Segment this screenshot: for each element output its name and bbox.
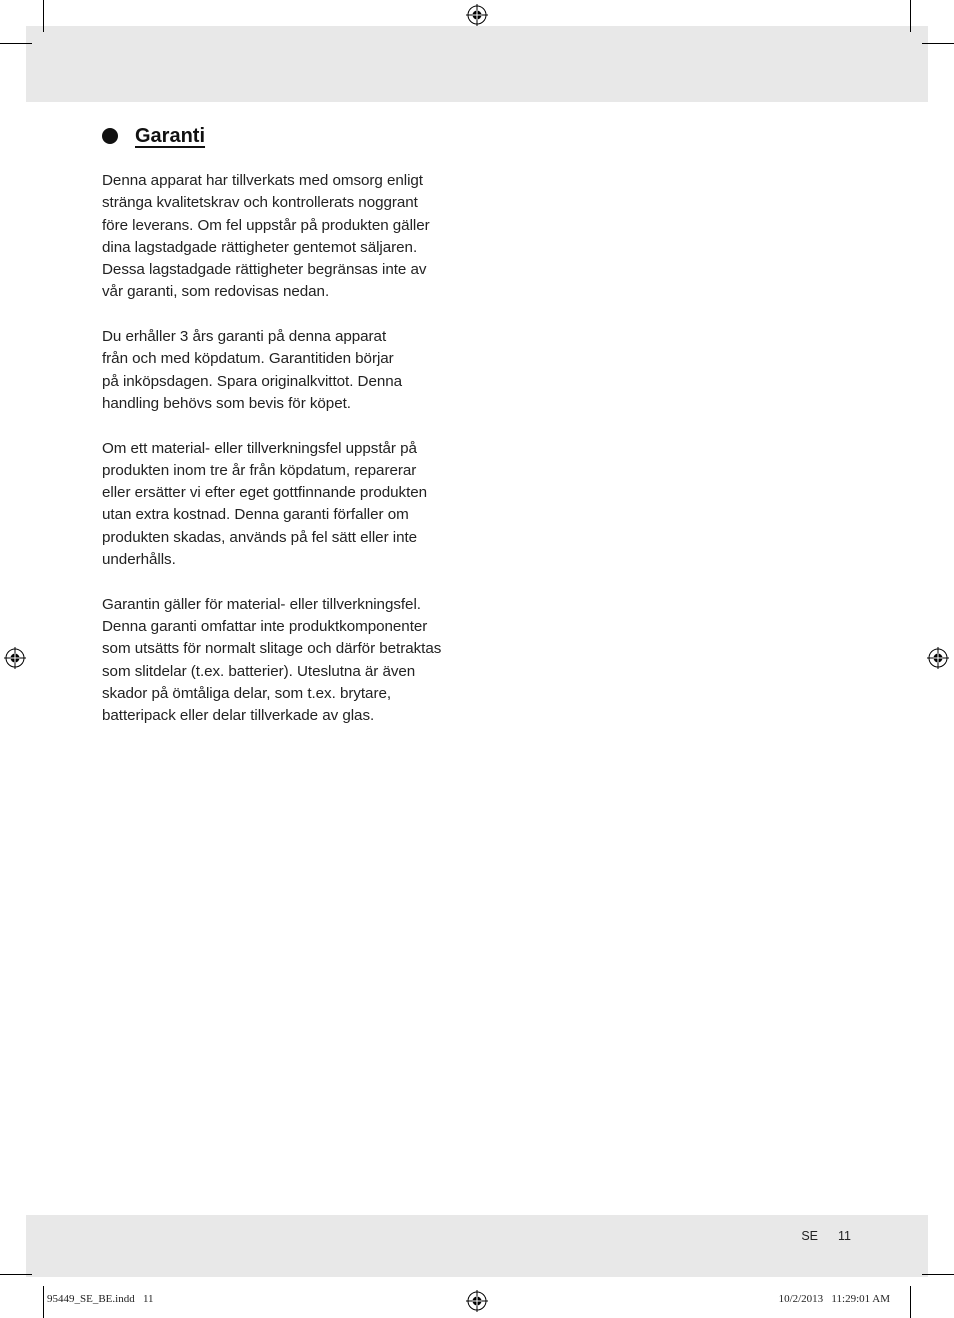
registration-mark-icon (927, 647, 949, 669)
registration-mark-icon (466, 4, 488, 26)
paragraph: Du erhåller 3 års garanti på denna apparat från och med köpdatum. Garantitiden börjar på inköpsdagen. Spara originalkvittot. Denna handling behövs som bevis för köpet. (102, 328, 403, 412)
page-footer (801, 1229, 851, 1243)
bullet-icon (102, 128, 118, 144)
registration-mark-icon (466, 1290, 488, 1312)
crop-mark-top-right-v (910, 0, 911, 32)
crop-mark-bottom-right-v (910, 1286, 911, 1318)
section-title: Garanti (135, 124, 206, 147)
header-band (26, 26, 928, 102)
registration-mark-icon (4, 647, 26, 669)
section-heading (102, 120, 472, 152)
language-code: SE (801, 1229, 819, 1243)
crop-mark-top-left-h (0, 43, 32, 44)
page-number: 11 (838, 1229, 851, 1243)
section-body (102, 170, 472, 727)
crop-mark-top-left-v (43, 0, 44, 32)
print-slug-file: 95449_SE_BE.indd 11 (47, 1293, 154, 1305)
crop-mark-bottom-left-v (43, 1286, 44, 1318)
crop-mark-bottom-left-h (0, 1274, 32, 1275)
print-slug-timestamp: 10/2/2013 11:29:01 AM (778, 1293, 890, 1305)
crop-mark-top-right-h (922, 43, 954, 44)
paragraph: Denna apparat har tillverkats med omsorg enligt stränga kvalitetskrav och kontrollerats noggrant före leverans. Om fel uppstår på produkten gäller dina lagstadgade rättigheter gentemot säljaren. Dessa lagstadgade rättigheter begränsas inte av vår garanti, som redovisas nedan. (102, 172, 430, 301)
paragraph: Om ett material- eller tillverkningsfel uppstår på produkten inom tre år från köpdatum, reparerar eller ersätter vi efter eget gottfinnande produkten utan extra kostnad. Denna garanti förfaller om produkten skadas, används på fel sätt eller inte underhålls. (102, 439, 428, 569)
paragraph: Garantin gäller för material- eller tillverkningsfel. Denna garanti omfattar inte produktkomponenter som utsätts för normalt slitage och därför betraktas som slitdelar (t.ex. batterier). Uteslutna är även skador på ömtåliga delar, som t.ex. brytare, batteripack eller delar tillverkade av glas. (102, 595, 442, 725)
warranty-section (102, 120, 472, 750)
footer-band (26, 1215, 928, 1277)
crop-mark-bottom-right-h (922, 1274, 954, 1275)
